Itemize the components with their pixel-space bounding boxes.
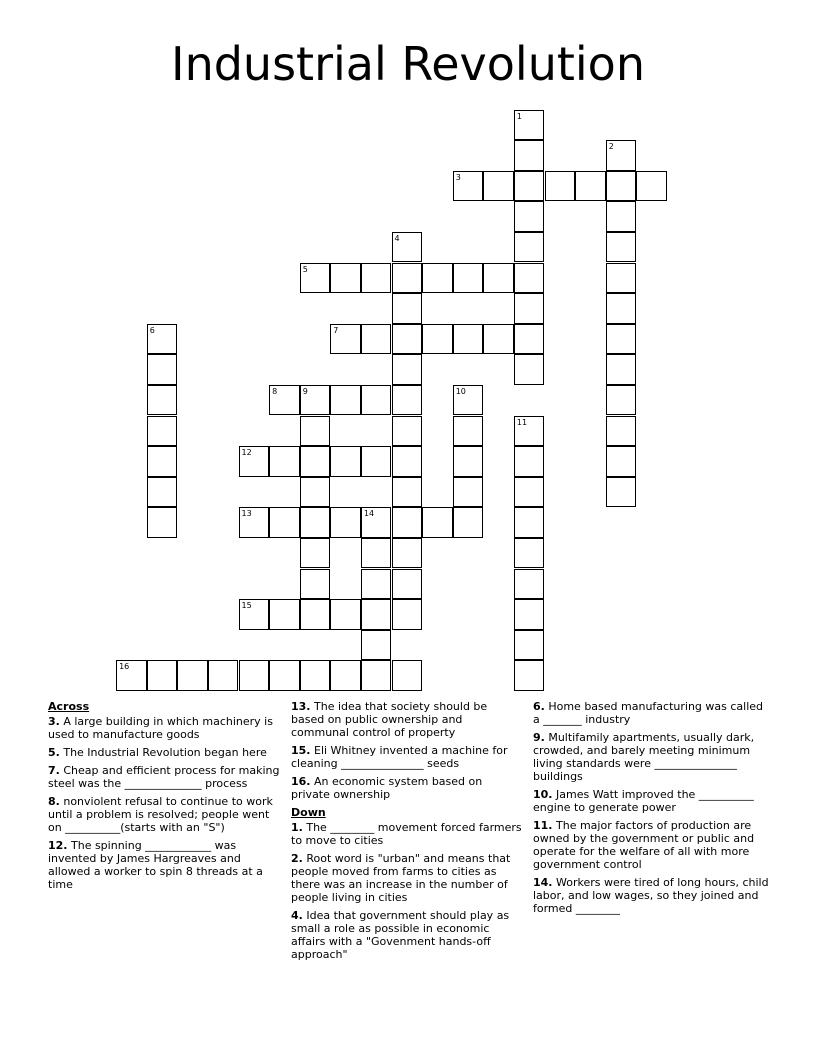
clue-across-13	[291, 700, 523, 739]
clue-across-7	[48, 764, 280, 790]
grid-cell[interactable]	[392, 232, 423, 263]
clue-number: 10.	[533, 788, 553, 801]
grid-cell[interactable]	[208, 660, 239, 691]
grid-cell[interactable]	[330, 446, 361, 477]
clue-number: 8.	[48, 795, 60, 808]
grid-cell[interactable]	[575, 171, 606, 202]
grid-cell[interactable]	[514, 569, 545, 600]
clue-down-6	[533, 700, 769, 726]
grid-cell[interactable]	[361, 599, 392, 630]
grid-cell[interactable]	[422, 324, 453, 355]
grid-cell[interactable]	[606, 201, 637, 232]
clue-number: 5.	[48, 746, 60, 759]
cell-number: 14	[363, 509, 375, 519]
cell-number: 4	[394, 233, 400, 243]
grid-cell[interactable]	[116, 660, 147, 691]
clue-number: 2.	[291, 852, 303, 865]
grid-cell[interactable]	[147, 477, 178, 508]
grid-cell[interactable]	[330, 263, 361, 294]
clues-column-1	[48, 700, 280, 896]
grid-cell[interactable]	[483, 324, 514, 355]
grid-cell[interactable]	[392, 507, 423, 538]
grid-cell[interactable]	[147, 416, 178, 447]
grid-cell[interactable]	[392, 446, 423, 477]
grid-cell[interactable]	[300, 385, 331, 416]
grid-cell[interactable]	[606, 293, 637, 324]
grid-cell[interactable]	[361, 569, 392, 600]
grid-cell[interactable]	[330, 507, 361, 538]
clue-down-14	[533, 876, 769, 915]
grid-cell[interactable]	[422, 263, 453, 294]
grid-cell[interactable]	[269, 446, 300, 477]
cell-number: 5	[302, 264, 308, 274]
cell-number: 1	[516, 111, 522, 121]
grid-cell[interactable]	[453, 446, 484, 477]
clue-number: 16.	[291, 775, 311, 788]
grid-cell[interactable]	[514, 232, 545, 263]
grid-cell[interactable]	[330, 385, 361, 416]
clue-text: The idea that society should be based on public ownership and communal control of property	[291, 700, 488, 739]
grid-cell[interactable]	[392, 477, 423, 508]
grid-cell[interactable]	[392, 263, 423, 294]
grid-cell[interactable]	[361, 507, 392, 538]
grid-cell[interactable]	[147, 385, 178, 416]
clue-number: 4.	[291, 909, 303, 922]
grid-cell[interactable]	[606, 324, 637, 355]
grid-cell[interactable]	[606, 232, 637, 263]
cell-number: 8	[272, 386, 278, 396]
grid-cell[interactable]	[392, 569, 423, 600]
grid-cell[interactable]	[239, 660, 270, 691]
grid-cell[interactable]	[361, 538, 392, 569]
grid-cell[interactable]	[606, 140, 637, 171]
grid-cell[interactable]	[514, 477, 545, 508]
grid-cell[interactable]	[392, 385, 423, 416]
clue-number: 7.	[48, 764, 60, 777]
grid-cell[interactable]	[514, 201, 545, 232]
grid-cell[interactable]	[606, 171, 637, 202]
clue-text: nonviolent refusal to continue to work until a problem is resolved; people went on __________(starts with an "S")	[48, 795, 273, 834]
clue-down-9	[533, 731, 769, 783]
clue-down-1	[291, 821, 523, 847]
grid-cell[interactable]	[514, 538, 545, 569]
grid-cell[interactable]	[453, 263, 484, 294]
cell-number: 16	[119, 662, 130, 672]
clue-across-12	[48, 839, 280, 891]
grid-cell[interactable]	[361, 263, 392, 294]
clues-column-2	[291, 700, 523, 966]
grid-cell[interactable]	[239, 507, 270, 538]
grid-cell[interactable]	[636, 171, 667, 202]
clue-number: 1.	[291, 821, 303, 834]
clue-down-10	[533, 788, 769, 814]
grid-cell[interactable]	[300, 416, 331, 447]
across-heading: Across	[48, 700, 90, 713]
grid-cell[interactable]	[606, 416, 637, 447]
grid-cell[interactable]	[606, 263, 637, 294]
grid-cell[interactable]	[392, 354, 423, 385]
clue-number: 14.	[533, 876, 553, 889]
grid-cell[interactable]	[514, 660, 545, 691]
grid-cell[interactable]	[392, 324, 423, 355]
clue-text: Eli Whitney invented a machine for cleaning _______________ seeds	[291, 744, 508, 770]
grid-cell[interactable]	[269, 385, 300, 416]
clue-across-16	[291, 775, 523, 801]
clue-text: The major factors of production are owned by the government or public and operate for the welfare of all with more government control	[533, 819, 755, 871]
clue-text: James Watt improved the __________ engine to generate power	[533, 788, 754, 814]
grid-cell[interactable]	[269, 507, 300, 538]
clue-number: 11.	[533, 819, 553, 832]
grid-cell[interactable]	[392, 293, 423, 324]
clue-text: The spinning ____________ was invented by James Hargreaves and allowed a worker to spin 8 threads at a time	[48, 839, 263, 891]
clue-text: Multifamily apartments, usually dark, crowded, and barely meeting minimum living standards were _______________ buildings	[533, 731, 755, 783]
grid-cell[interactable]	[177, 660, 208, 691]
cell-number: 10	[455, 386, 466, 396]
clue-down-11	[533, 819, 769, 871]
cell-number: 6	[149, 325, 155, 335]
grid-cell[interactable]	[300, 569, 331, 600]
grid-cell[interactable]	[514, 140, 545, 171]
grid-cell[interactable]	[147, 446, 178, 477]
grid-cell[interactable]	[361, 660, 392, 691]
grid-cell[interactable]	[330, 660, 361, 691]
clue-number: 9.	[533, 731, 545, 744]
cell-number: 9	[302, 386, 308, 396]
cell-number: 3	[455, 172, 461, 182]
grid-cell[interactable]	[422, 507, 453, 538]
grid-cell[interactable]	[606, 477, 637, 508]
down-heading: Down	[291, 806, 326, 819]
grid-cell[interactable]	[514, 446, 545, 477]
clue-text: Home based manufacturing was called a _______ industry	[533, 700, 764, 726]
grid-cell[interactable]	[147, 354, 178, 385]
grid-cell[interactable]	[606, 446, 637, 477]
grid-cell[interactable]	[453, 324, 484, 355]
clues-column-3	[533, 700, 769, 920]
grid-cell[interactable]	[392, 416, 423, 447]
grid-cell[interactable]	[453, 477, 484, 508]
clue-text: The ________ movement forced farmers to move to cities	[291, 821, 522, 847]
grid-cell[interactable]	[514, 599, 545, 630]
grid-cell[interactable]	[514, 171, 545, 202]
grid-cell[interactable]	[300, 477, 331, 508]
cell-number: 13	[241, 509, 252, 519]
grid-cell[interactable]	[483, 263, 514, 294]
cell-number: 12	[241, 448, 252, 458]
clue-across-15	[291, 744, 523, 770]
cell-number: 7	[333, 325, 339, 335]
clue-number: 15.	[291, 744, 311, 757]
clue-across-5	[48, 746, 280, 759]
grid-cell[interactable]	[361, 446, 392, 477]
grid-cell[interactable]	[269, 660, 300, 691]
grid-cell[interactable]	[453, 385, 484, 416]
grid-cell[interactable]	[239, 446, 270, 477]
grid-cell[interactable]	[545, 171, 576, 202]
grid-cell[interactable]	[392, 538, 423, 569]
grid-cell[interactable]	[514, 354, 545, 385]
grid-cell[interactable]	[300, 660, 331, 691]
grid-cell[interactable]	[361, 630, 392, 661]
clue-number: 12.	[48, 839, 68, 852]
clue-text: A large building in which machinery is used to manufacture goods	[48, 715, 273, 741]
grid-cell[interactable]	[606, 354, 637, 385]
grid-cell[interactable]	[392, 599, 423, 630]
clue-down-4	[291, 909, 523, 961]
page-title: Industrial Revolution	[171, 37, 645, 91]
clue-number: 3.	[48, 715, 60, 728]
clue-number: 13.	[291, 700, 311, 713]
clue-across-8	[48, 795, 280, 834]
cell-number: 11	[516, 417, 528, 427]
grid-cell[interactable]	[330, 599, 361, 630]
cell-number: 2	[608, 142, 614, 152]
grid-cell[interactable]	[147, 507, 178, 538]
grid-cell[interactable]	[147, 324, 178, 355]
grid-cell[interactable]	[147, 660, 178, 691]
grid-cell[interactable]	[300, 599, 331, 630]
grid-cell[interactable]	[453, 416, 484, 447]
clue-text: Idea that government should play as small a role as possible in economic affairs with a "Govenment hands-off approach"	[291, 909, 510, 961]
grid-cell[interactable]	[514, 263, 545, 294]
grid-cell[interactable]	[300, 538, 331, 569]
grid-cell[interactable]	[392, 660, 423, 691]
grid-cell[interactable]	[300, 507, 331, 538]
grid-cell[interactable]	[514, 293, 545, 324]
grid-cell[interactable]	[514, 630, 545, 661]
grid-cell[interactable]	[361, 385, 392, 416]
clue-down-2	[291, 852, 523, 904]
grid-cell[interactable]	[269, 599, 300, 630]
grid-cell[interactable]	[514, 110, 545, 141]
grid-cell[interactable]	[300, 263, 331, 294]
grid-cell[interactable]	[330, 324, 361, 355]
clue-text: Cheap and efficient process for making steel was the ______________ process	[48, 764, 280, 790]
clue-number: 6.	[533, 700, 545, 713]
clue-text: Workers were tired of long hours, child labor, and low wages, so they joined and formed ________	[533, 876, 769, 915]
cell-number: 15	[241, 601, 252, 611]
clue-across-3	[48, 715, 280, 741]
grid-cell[interactable]	[483, 171, 514, 202]
grid-cell[interactable]	[514, 416, 545, 447]
grid-cell[interactable]	[606, 385, 637, 416]
grid-cell[interactable]	[514, 507, 545, 538]
clue-text: An economic system based on private ownership	[291, 775, 483, 801]
grid-cell[interactable]	[453, 171, 484, 202]
grid-cell[interactable]	[453, 507, 484, 538]
grid-cell[interactable]	[300, 446, 331, 477]
grid-cell[interactable]	[514, 324, 545, 355]
grid-cell[interactable]	[361, 324, 392, 355]
clue-text: Root word is "urban" and means that people moved from farms to cities as there was an increase in the number of people living in cities	[291, 852, 511, 904]
grid-cell[interactable]	[239, 599, 270, 630]
clue-text: The Industrial Revolution began here	[63, 746, 267, 759]
